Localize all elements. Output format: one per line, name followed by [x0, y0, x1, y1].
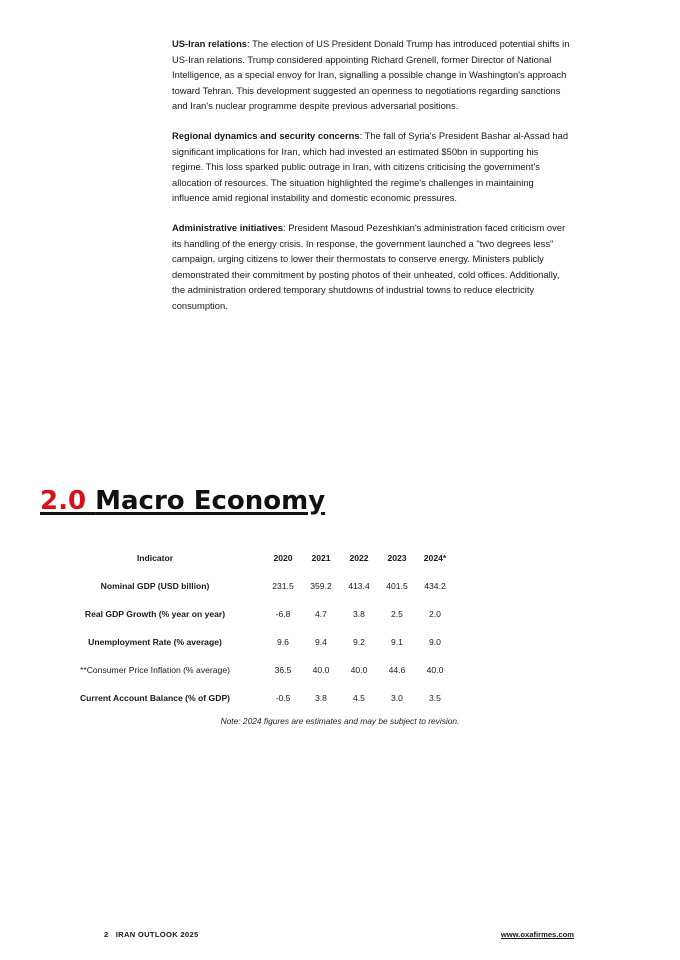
- section-heading: [40, 484, 325, 518]
- table-cell: 36.5: [274, 665, 292, 675]
- table-cell: 2.5: [391, 609, 403, 619]
- table-cell: 44.6: [388, 665, 406, 675]
- table-cell: 3.0: [391, 693, 403, 703]
- paragraph-lead: Regional dynamics and security concerns: [172, 129, 360, 141]
- table-header-cell: 2024*: [423, 553, 447, 563]
- indicator-label: Real GDP Growth (% year on year): [84, 609, 226, 619]
- table-cell: 4.5: [353, 693, 365, 703]
- table-header-cell: 2021: [311, 553, 331, 563]
- table-row: [46, 572, 454, 600]
- table-cell: 9.1: [391, 637, 403, 647]
- table-cell: -0.5: [275, 693, 291, 703]
- table-row: [46, 600, 454, 628]
- table-cell: 2.0: [429, 609, 441, 619]
- table-header-cell: 2022: [349, 553, 369, 563]
- indicator-label: Nominal GDP (USD billion): [100, 581, 210, 591]
- table-cell: 9.0: [429, 637, 441, 647]
- table-row: [46, 684, 454, 712]
- table-cell: -6.8: [275, 609, 291, 619]
- paragraph-lead: Administrative initiatives: [172, 221, 283, 233]
- paragraph-regional-dynamics: [172, 128, 572, 206]
- table-cell: 9.6: [277, 637, 289, 647]
- table-cell: 401.5: [386, 581, 408, 591]
- table-cell: 9.4: [315, 637, 327, 647]
- section-title: Macro Economy: [95, 486, 326, 516]
- table-cell: 231.5: [272, 581, 294, 591]
- table-row: [46, 656, 454, 684]
- table-cell: 40.0: [350, 665, 368, 675]
- table-cell: 40.0: [426, 665, 444, 675]
- footer-website-link[interactable]: www.oxafirmes.com: [500, 930, 574, 939]
- macro-economy-table: [46, 544, 454, 712]
- table-header-cell: 2020: [273, 553, 293, 563]
- table-cell: 413.4: [348, 581, 370, 591]
- body-text: [172, 36, 572, 328]
- table-header-row: [46, 544, 454, 572]
- footer-page-label: 2 IRAN OUTLOOK 2025: [104, 930, 199, 939]
- table-cell: 359.2: [310, 581, 332, 591]
- table-cell: 3.8: [315, 693, 327, 703]
- table-cell: 40.0: [312, 665, 330, 675]
- table-cell: 9.2: [353, 637, 365, 647]
- table-cell: 3.8: [353, 609, 365, 619]
- paragraph-text: : The fall of Syria's President Bashar al-Assad had significant implications for Iran, which had invested an estimated $50bn in supporting his regime. This loss sparked public outrage in Iran, with citizens criticising the government's allocation of resources. The situation highlighted the regime's challenges in maintaining influence amid regional instability and domestic economic pressures.: [172, 129, 569, 204]
- indicator-label: Unemployment Rate (% average): [88, 637, 222, 647]
- paragraph-lead: US-Iran relations: [172, 38, 248, 49]
- table-row: [46, 628, 454, 656]
- paragraph-text: : President Masoud Pezeshkian's administration faced criticism over its handling of the energy crisis. In response, the government launched a "two degrees less" campaign, urging citizens to lower their thermostats to conserve energy. Ministers publicly demonstrated their commitment by posting photos of their unheated, cold offices. Additionally, the administration ordered temporary shutdowns of industrial towns to reduce electricity consumption.: [172, 221, 566, 311]
- section-number: 2.0: [40, 486, 87, 516]
- table-header-cell: 2023: [387, 553, 407, 563]
- paragraph-us-iran-relations: [172, 36, 572, 114]
- paragraph-administrative-initiatives: [172, 220, 572, 314]
- table-header-cell: Indicator: [136, 553, 174, 563]
- table-cell: 434.2: [424, 581, 446, 591]
- indicator-label: **Consumer Price Inflation (% average): [80, 665, 230, 675]
- table-note: Note: 2024 figures are estimates and may be subject to revision.: [220, 716, 460, 726]
- indicator-label: Current Account Balance (% of GDP): [79, 693, 231, 703]
- paragraph-text: : The election of US President Donald Trump has introduced potential shifts in US-Iran relations. Trump considered appointing Richard Grenell, former Director of National Intelligence, as a special envoy for Iran, signalling a possible change in Washington's approach toward Tehran. This development suggested an openness to negotiations regarding sanctions and Iran's nuclear programme despite previous adversarial positions.: [172, 38, 570, 112]
- table-cell: 4.7: [315, 609, 327, 619]
- table-cell: 3.5: [429, 693, 441, 703]
